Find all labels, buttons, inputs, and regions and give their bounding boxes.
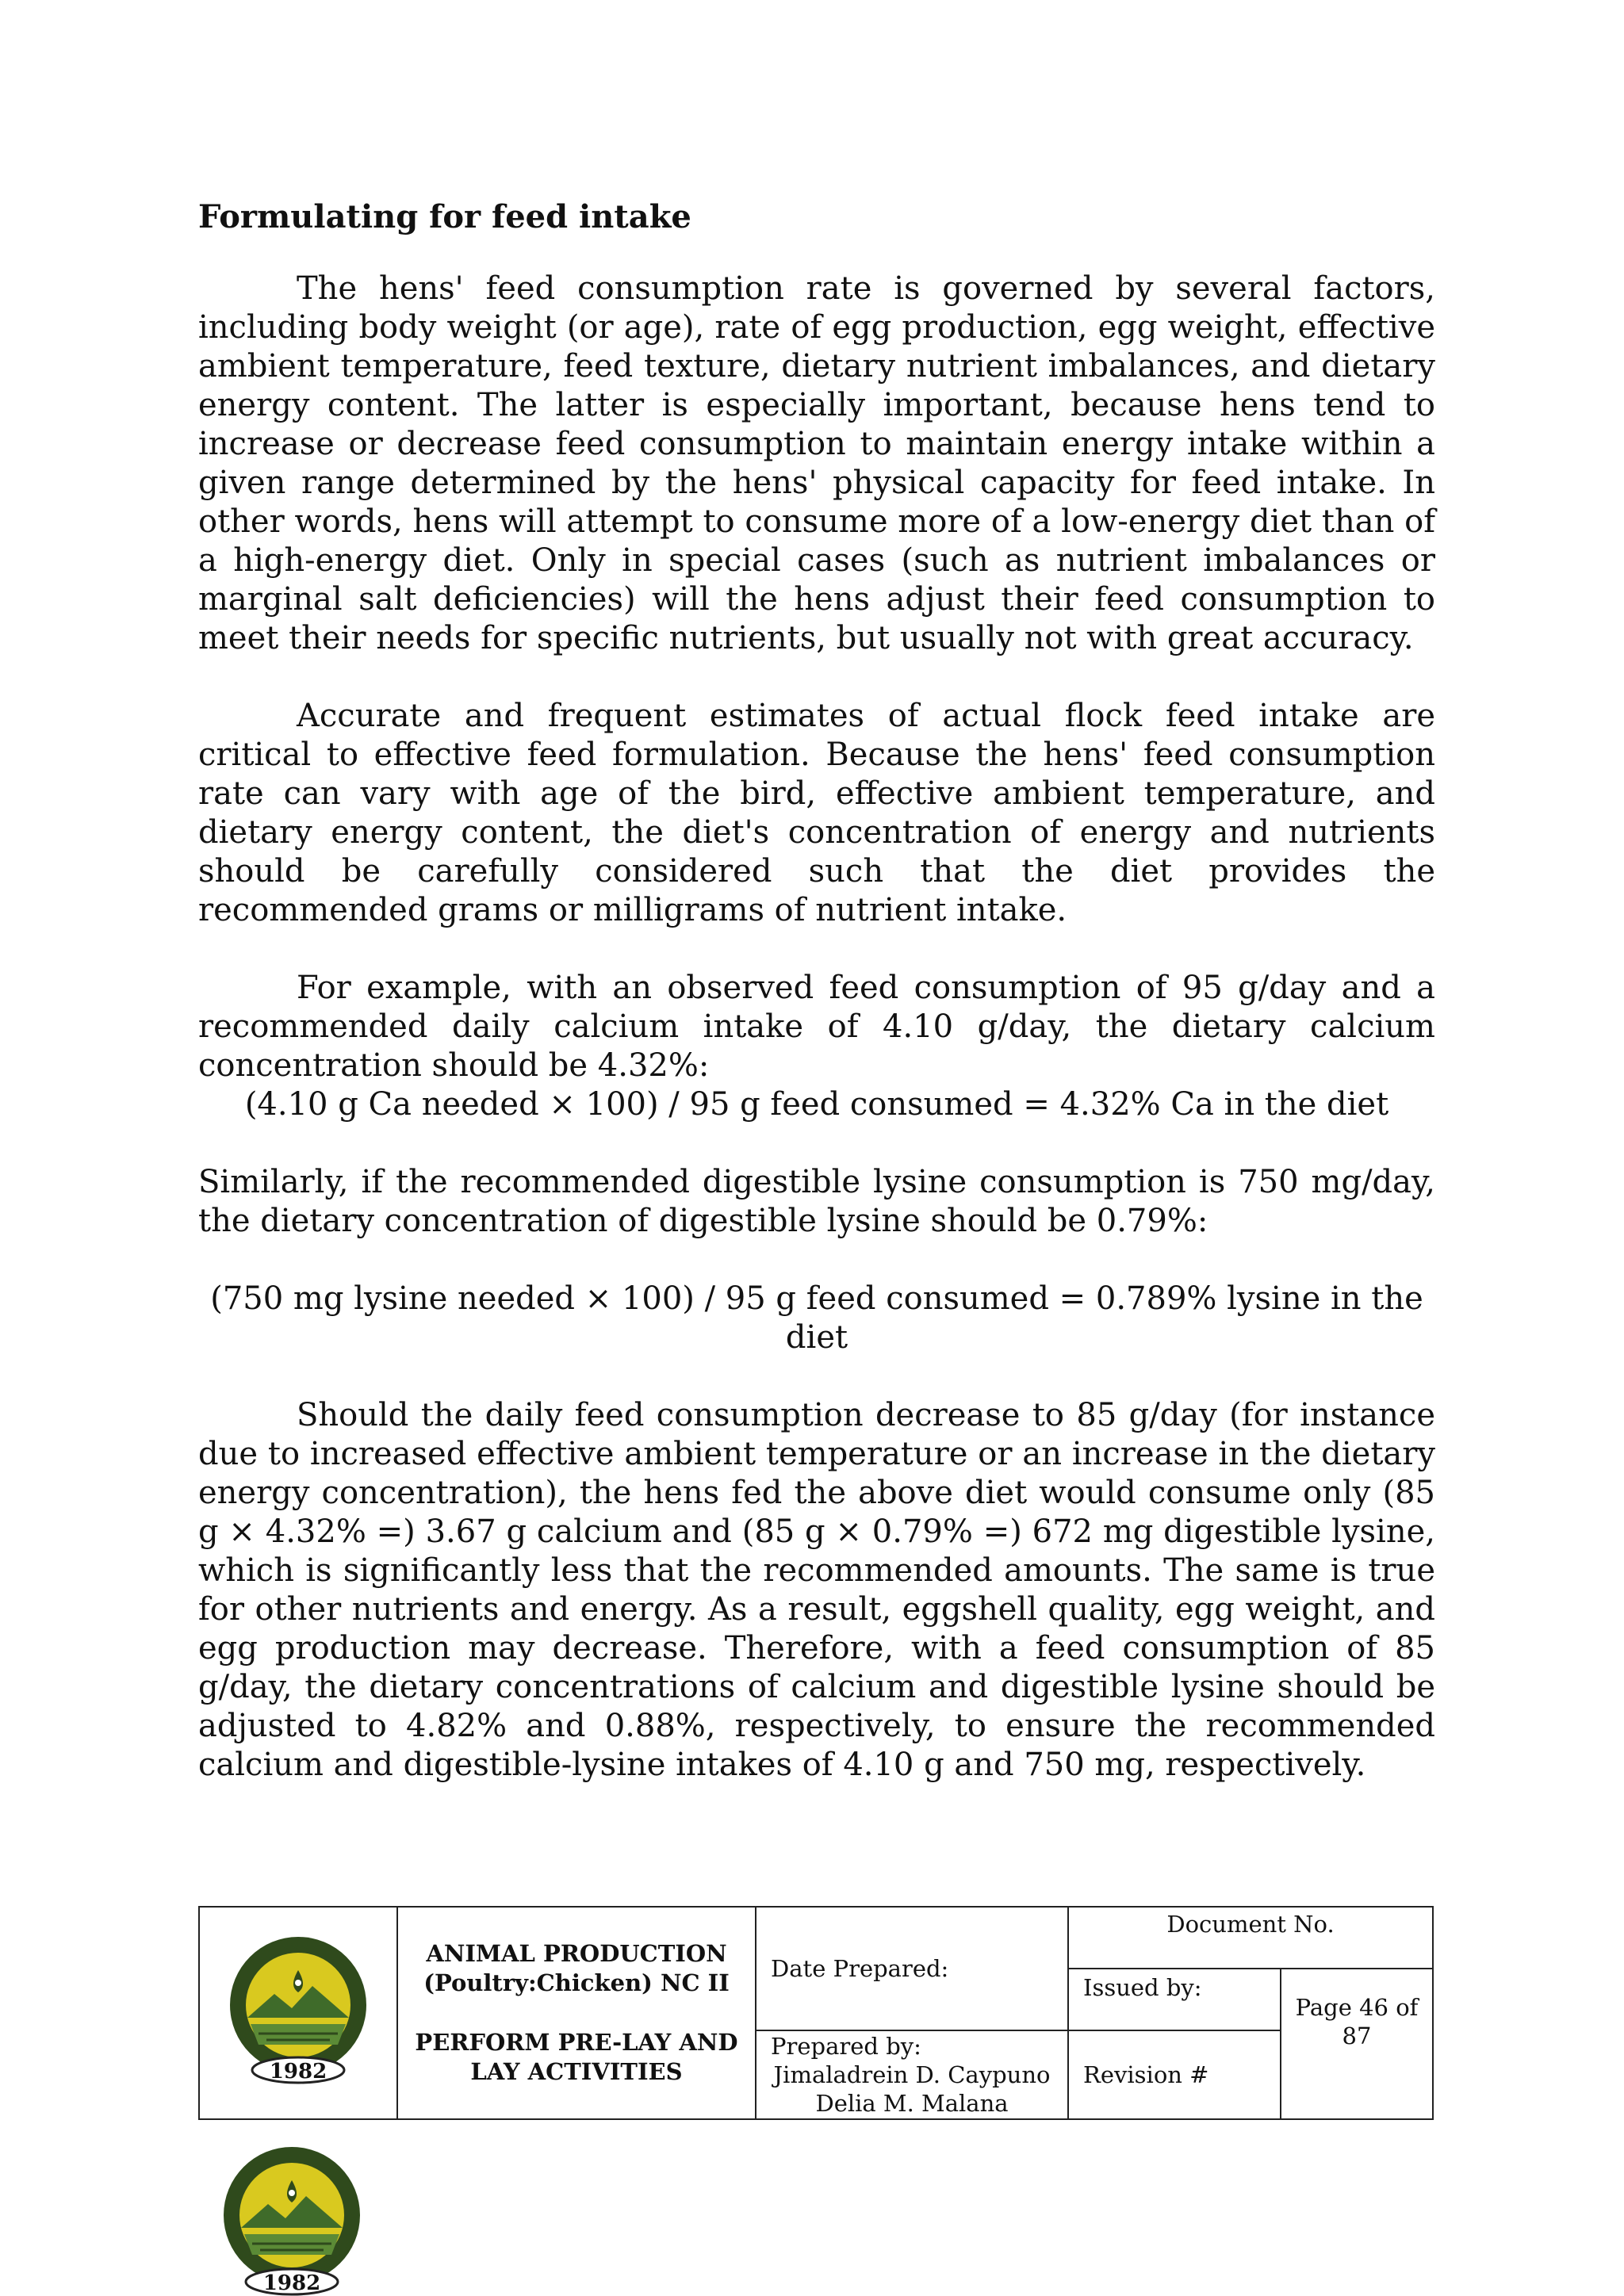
paragraph-feed-estimates: Accurate and frequent estimates of actual flock feed intake are critical to effective feed formulation. Because the hens' feed consumption rate can vary with age of the bird, effective ambient temperature, and dietary energy content, the diet's concentration of energy and nutrients should be carefully considered such that the diet provides the recommended grams or milligrams of nutrient intake. <box>198 698 1435 928</box>
page-number-line-2: 87 <box>1342 2022 1372 2049</box>
preparer-name-2: Delia M. Malana <box>815 2090 1009 2117</box>
revision-label: Revision # <box>1068 2030 1281 2119</box>
paragraph-feed-decrease: Should the daily feed consumption decrease to 85 g/day (for instance due to increased effective ambient temperature or an increase in the dietary energy concentration), the hens fed the above diet would consume only (85 g × 4.32% =) 3.67 g calcium and (85 g × 0.79% =) 672 mg digestible lysine, which is significantly less that the recommended amounts. The same is true for other nutrients and energy. As a result, eggshell quality, egg weight, and egg production may decrease. Therefore, with a feed consumption of 85 g/day, the dietary concentrations of calcium and digestible lysine should be adjusted to 4.82% and 0.88%, respectively, to ensure the recommended calcium and digestible-lysine intakes of 4.10 g and 750 mg, respectively. <box>198 1397 1435 1783</box>
preparer-name-1: Jimaladrein D. Caypuno <box>773 2061 1051 2088</box>
bottom-logo-year: 1982 <box>262 2271 321 2295</box>
page-number-cell <box>1281 1969 1433 2119</box>
document-footer-table <box>198 1906 1434 2120</box>
school-seal-logo <box>219 1935 377 2086</box>
issued-by-label: Issued by: <box>1068 1969 1281 2030</box>
footer-title-line-4: LAY ACTIVITIES <box>470 2058 683 2085</box>
page-content <box>198 195 1435 1823</box>
footer-title-cell <box>397 1907 756 2119</box>
paragraph-lysine: Similarly, if the recommended digestible lysine consumption is 750 mg/day, the dietary concentration of digestible lysine should be 0.79%: <box>198 1164 1435 1239</box>
formula-lysine: (750 mg lysine needed × 100) / 95 g feed consumed = 0.789% lysine in the diet <box>210 1280 1423 1356</box>
document-no-label: Document No. <box>1068 1907 1433 1969</box>
footer-title-line-1: ANIMAL PRODUCTION <box>426 1940 727 1967</box>
bottom-seal-logo <box>213 2145 371 2296</box>
section-heading: Formulating for feed intake <box>198 198 691 235</box>
footer-title-line-2: (Poultry:Chicken) NC II <box>423 1969 730 1996</box>
footer-title-line-3: PERFORM PRE-LAY AND <box>415 2029 738 2056</box>
formula-calcium: (4.10 g Ca needed × 100) / 95 g feed consumed = 4.32% Ca in the diet <box>244 1086 1389 1123</box>
paragraph-calcium-example: For example, with an observed feed consumption of 95 g/day and a recommended daily calcium intake of 4.10 g/day, the dietary calcium concentration should be 4.32%: <box>198 970 1435 1084</box>
prepared-by-cell <box>756 2030 1068 2119</box>
page-number-line-1: Page 46 of <box>1295 1994 1419 2021</box>
date-prepared-label: Date Prepared: <box>756 1907 1068 2030</box>
school-seal-logo-bottom <box>213 2145 371 2296</box>
logo-year: 1982 <box>269 2059 327 2084</box>
prepared-by-label: Prepared by: <box>771 2033 921 2060</box>
footer-logo-cell <box>199 1907 397 2119</box>
paragraph-feed-factors: The hens' feed consumption rate is governed by several factors, including body weight (or age), rate of egg production, egg weight, effective ambient temperature, feed texture, dietary nutrient imbalances, and dietary energy content. The latter is especially important, because hens tend to increase or decrease feed consumption to maintain energy intake within a given range determined by the hens' physical capacity for feed intake. In other words, hens will attempt to consume more of a low-energy diet than of a high-energy diet. Only in special cases (such as nutrient imbalances or marginal salt deficiencies) will the hens adjust their feed consumption to meet their needs for specific nutrients, but usually not with great accuracy. <box>198 270 1435 656</box>
